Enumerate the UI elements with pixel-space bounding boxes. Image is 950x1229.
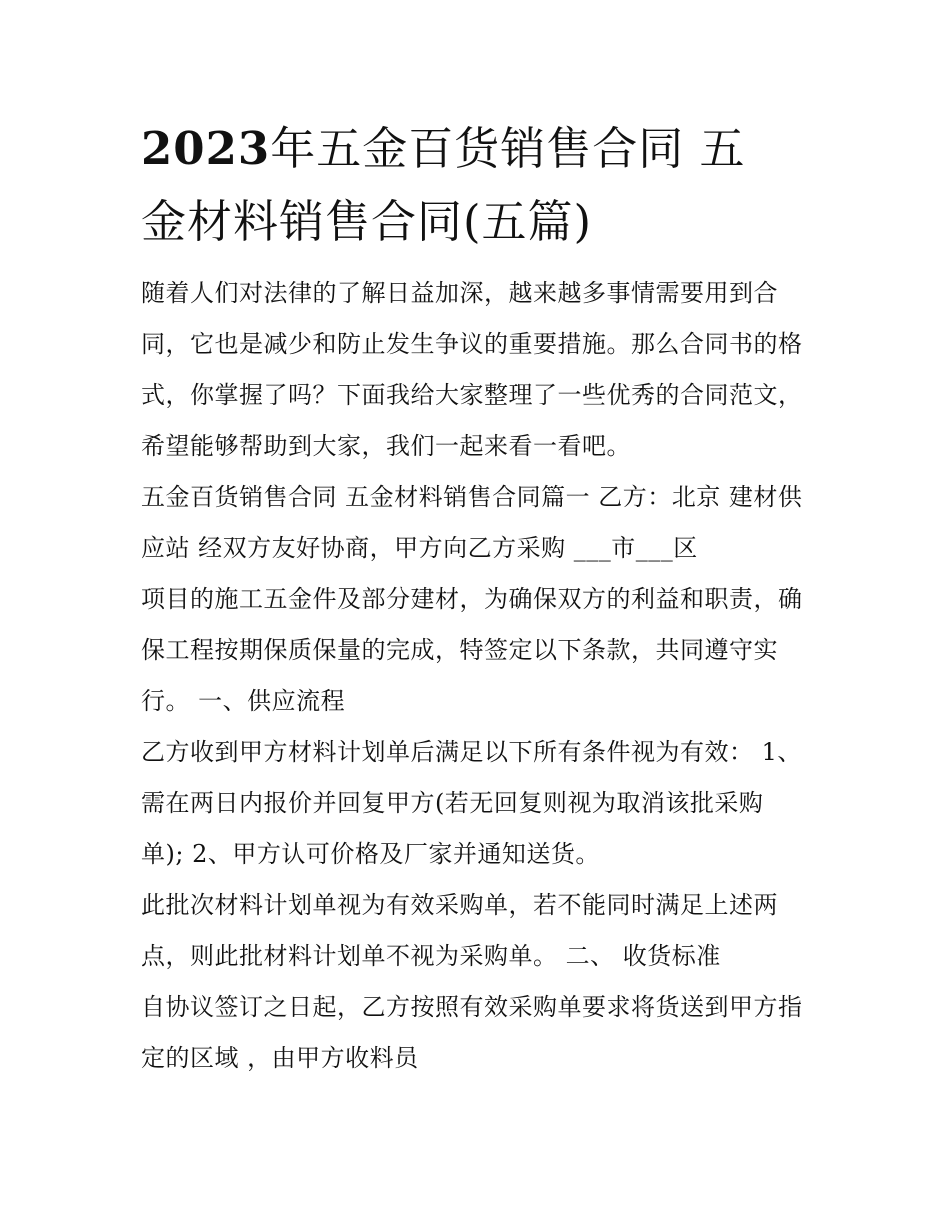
body-line: 项目的施工五金件及部分建材，为确保双方的利益和职责，确: [141, 585, 803, 613]
body-line: 定的区域 ，由甲方收料员: [141, 1044, 419, 1072]
body-line: 点，则此批材料计划单不视为采购单。 二、 收货标准: [141, 942, 721, 970]
body-line: 需在两日内报价并回复甲方(若无回复则视为取消该批采购: [141, 789, 764, 817]
body-line: 式，你掌握了吗？下面我给大家整理了一些优秀的合同范文，: [141, 381, 803, 409]
body-line: 行。 一、供应流程: [141, 687, 346, 715]
body-line: 单); 2、甲方认可价格及厂家并通知送货。: [141, 840, 600, 868]
body-line: 此批次材料计划单视为有效采购单，若不能同时满足上述两: [141, 891, 778, 919]
body-line: 自协议签订之日起，乙方按照有效采购单要求将货送到甲方指: [141, 993, 803, 1021]
title-line2: 金材料销售合同(五篇): [141, 195, 593, 248]
body-line: 保工程按期保质保量的完成，特签定以下条款，共同遵守实: [141, 636, 778, 664]
title-line1-rest: 年五金百货销售合同 五: [270, 122, 746, 175]
body-line: 随着人们对法律的了解日益加深，越来越多事情需要用到合: [141, 279, 778, 307]
document-page: [141, 112, 821, 1084]
body-line: 五金百货销售合同 五金材料销售合同篇一 乙方：北京 建材供: [141, 483, 803, 511]
document-title: [141, 112, 821, 258]
body-line: 应站 经双方友好协商，甲方向乙方采购 ___市___区: [141, 534, 698, 562]
body-line: 乙方收到甲方材料计划单后满足以下所有条件视为有效： 1、: [141, 738, 802, 766]
body-line: 希望能够帮助到大家，我们一起来看一看吧。: [141, 432, 631, 460]
body-line: 同，它也是减少和防止发生争议的重要措施。那么合同书的格: [141, 330, 803, 358]
title-year: 2023: [141, 122, 271, 175]
